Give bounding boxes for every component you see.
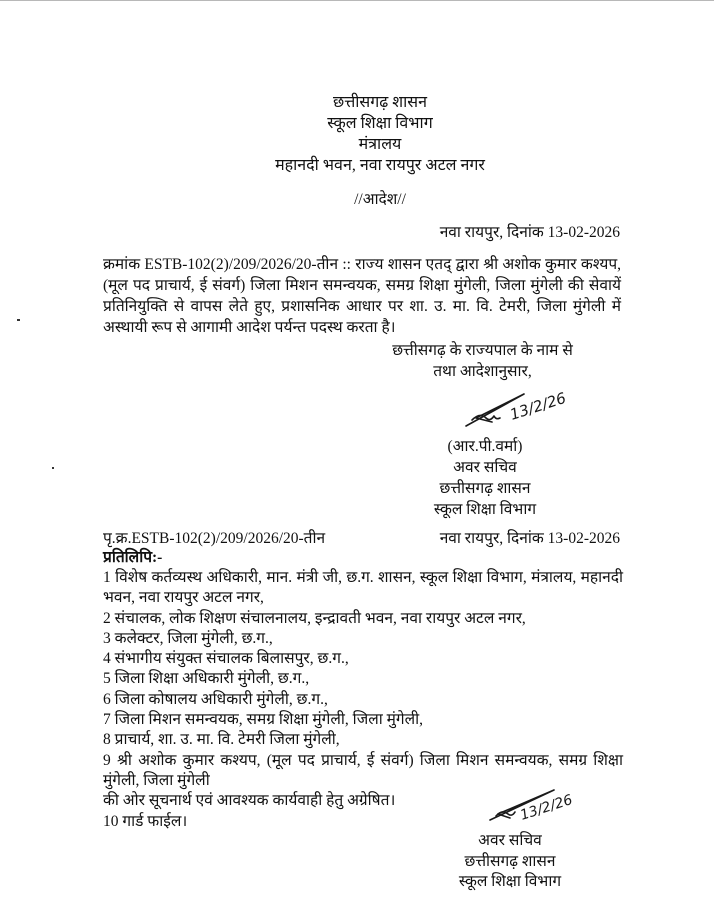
signatory-office-1: छत्तीसगढ़ शासन <box>439 480 531 497</box>
signatory-2-office-2: स्कूल शिक्षा विभाग <box>458 873 562 890</box>
authority-line-2: तथा आदेशानुसार, <box>433 363 532 380</box>
signature-2-date: 13/2/26 <box>518 791 575 824</box>
copy-item: 6 जिला कोषालय अधिकारी मुंगेली, छ.ग., <box>103 690 328 708</box>
copy-item: 2 संचालक, लोक शिक्षण संचालनालय, इन्द्रावती भवन, नवा रायपुर अटल नगर, <box>103 609 526 627</box>
endorsement-number: पृ.क्र.ESTB-102(2)/209/2026/20-तीन <box>103 530 326 547</box>
order-body: क्रमांक ESTB-102(2)/209/2026/20-तीन :: राज्य शासन एतद् द्वारा श्री अशोक कुमार कश्यप, (मूल पद प्राचार्य, ई संवर्ग) जिला मिशन समन्वयक, समग्र शिक्षा मुंगेली, जिला मुंगेली की सेवायें प्रतिनियुक्ति से वापस लेते हुए, प्रशासनिक आधार पर शा. उ. मा. वि. टेमरी, जिला मुंगेली में अस्थायी रूप से आगामी आदेश पर्यन्त पदस्थ करता है। <box>103 256 621 336</box>
copy-item: 3 कलेक्टर, जिला मुंगेली, छ.ग., <box>103 629 273 647</box>
signature-1-date: 13/2/26 <box>507 388 569 424</box>
header-address: महानदी भवन, नवा रायपुर अटल नगर <box>275 157 485 174</box>
signatory-office-2: स्कूल शिक्षा विभाग <box>433 501 537 518</box>
scan-speck <box>17 319 20 321</box>
copy-item-last: 10 गार्ड फाईल। <box>103 812 188 830</box>
copy-item: 1 विशेष कर्तव्यस्थ अधिकारी, मान. मंत्री जी, छ.ग. शासन, स्कूल शिक्षा विभाग, मंत्रालय, महानदी भवन, नवा रायपुर अटल नगर, <box>103 569 623 607</box>
signatory-2-office-1: छत्तीसगढ़ शासन <box>464 853 556 870</box>
endorsement-date: नवा रायपुर, दिनांक 13-02-2026 <box>439 530 620 547</box>
signatory-name: (आर.पी.वर्मा) <box>447 438 523 455</box>
copy-item: 4 संभागीय संयुक्त संचालक बिलासपुर, छ.ग., <box>103 650 349 668</box>
copy-heading: प्रतिलिपि:- <box>103 549 163 566</box>
order-date: नवा रायपुर, दिनांक 13-02-2026 <box>439 224 620 241</box>
copy-item: 5 जिला शिक्षा अधिकारी मुंगेली, छ.ग., <box>103 670 310 688</box>
copy-item: 8 प्राचार्य, शा. उ. मा. वि. टेमरी जिला मुंगेली, <box>103 731 340 749</box>
header-government: छत्तीसगढ़ शासन <box>333 94 427 111</box>
copy-closing: की ओर सूचनार्थ एवं आवश्यक कार्यवाही हेतु अग्रेषित। <box>103 792 396 810</box>
signatory-designation: अवर सचिव <box>453 459 517 476</box>
authority-line-1: छत्तीसगढ़ के राज्यपाल के नाम से <box>392 342 573 359</box>
header-ministry: मंत्रालय <box>358 136 402 153</box>
copy-item: 9 श्री अशोक कुमार कश्यप, (मूल पद प्राचार्य, ई संवर्ग) जिला मिशन समन्वयक, समग्र शिक्षा मुंगेली, जिला मुंगेली <box>103 751 623 789</box>
order-title: //आदेश// <box>354 191 406 208</box>
header-department: स्कूल शिक्षा विभाग <box>327 115 433 132</box>
signature-1 <box>462 382 592 437</box>
page-top-border <box>0 0 714 1</box>
copy-item: 7 जिला मिशन समन्वयक, समग्र शिक्षा मुंगेली, जिला मुंगेली, <box>103 711 423 729</box>
scan-speck <box>52 467 54 469</box>
signatory-2-designation: अवर सचिव <box>478 832 542 849</box>
signature-2 <box>488 780 598 830</box>
